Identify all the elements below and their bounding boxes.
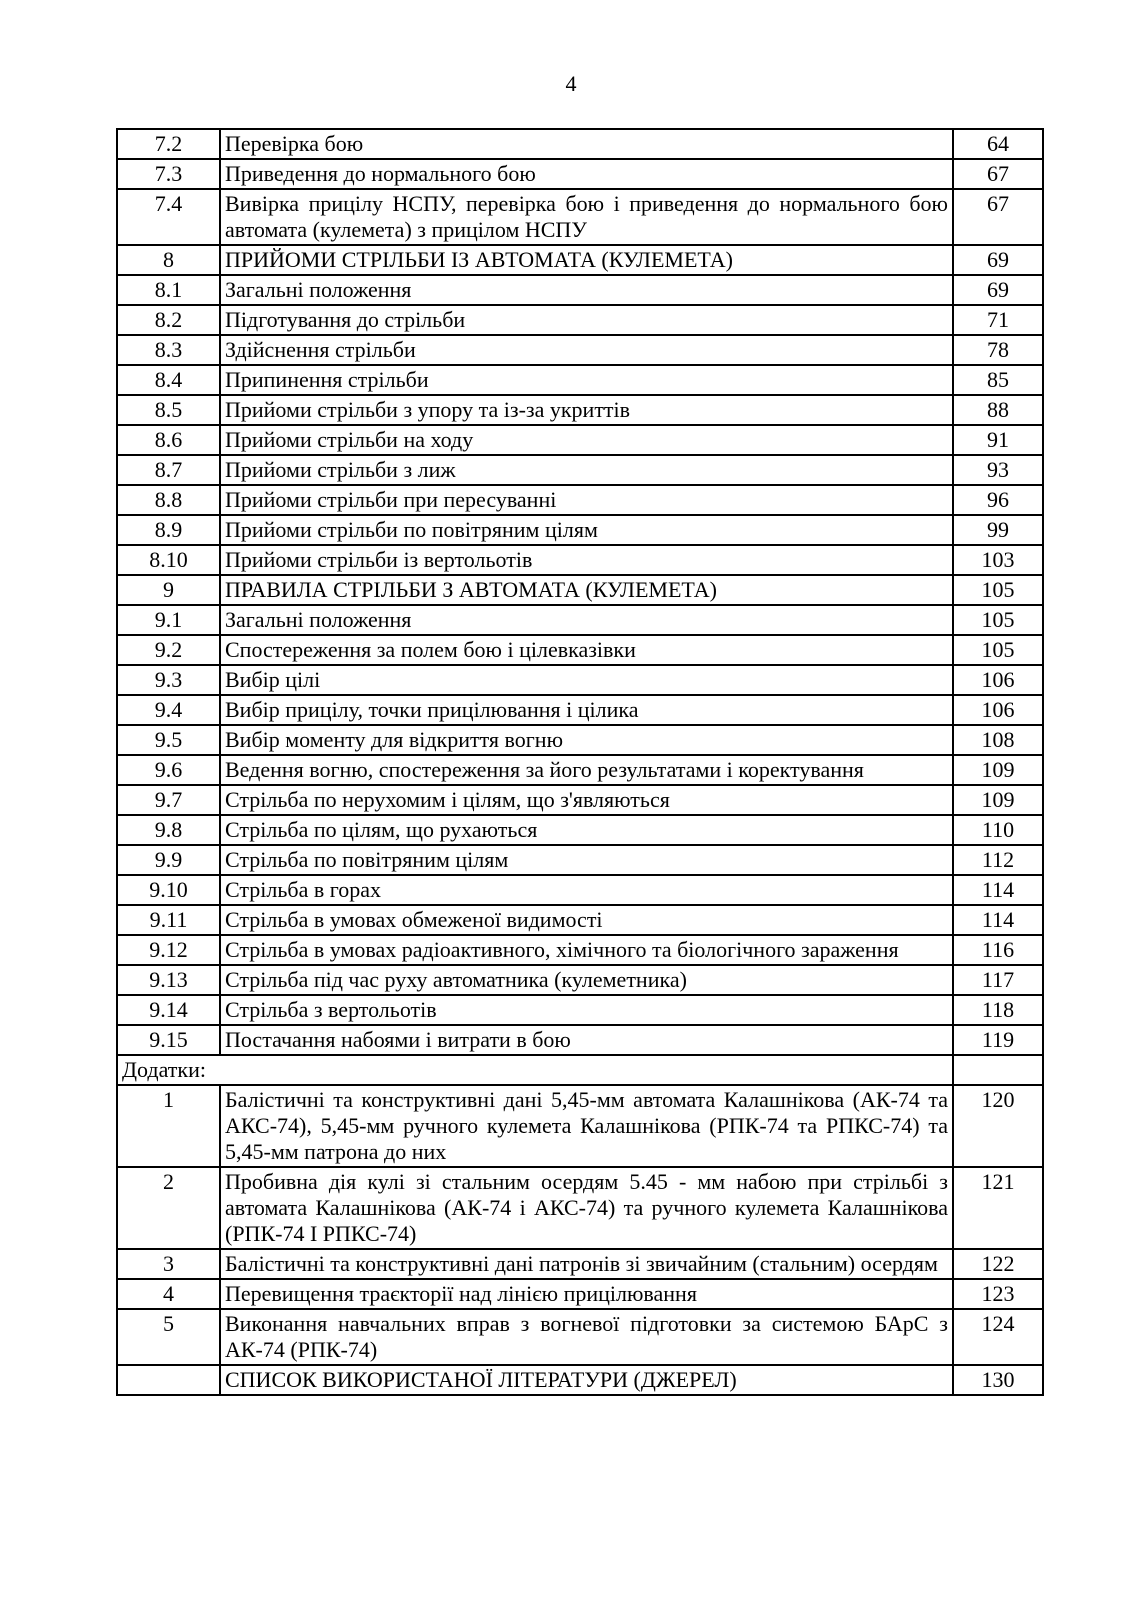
toc-cell-number: 8.2	[117, 305, 220, 335]
toc-row	[117, 845, 1043, 875]
toc-row	[117, 935, 1043, 965]
toc-cell-number: 9.13	[117, 965, 220, 995]
toc-cell-page: 110	[953, 815, 1043, 845]
toc-cell-number: 1	[117, 1085, 220, 1167]
toc-cell-title: Виконання навчальних вправ з вогневої підготовки за системою БАрС з АК-74 (РПК-74)	[220, 1309, 953, 1365]
toc-cell-number: 8.8	[117, 485, 220, 515]
toc-cell-title: Стрільба по цілям, що рухаються	[220, 815, 953, 845]
toc-cell-page: 109	[953, 755, 1043, 785]
toc-cell-page: 112	[953, 845, 1043, 875]
toc-cell-title: Прийоми стрільби із вертольотів	[220, 545, 953, 575]
toc-cell-number: 8.5	[117, 395, 220, 425]
toc-cell-number: 8.1	[117, 275, 220, 305]
toc-cell-title: Прийоми стрільби по повітряним цілям	[220, 515, 953, 545]
toc-row	[117, 395, 1043, 425]
toc-cell-number: 9.6	[117, 755, 220, 785]
toc-cell-page: 106	[953, 695, 1043, 725]
toc-row	[117, 995, 1043, 1025]
toc-cell-title: ПРИЙОМИ СТРІЛЬБИ ІЗ АВТОМАТА (КУЛЕМЕТА)	[220, 245, 953, 275]
page-number: 4	[565, 71, 577, 96]
toc-cell-page: 91	[953, 425, 1043, 455]
toc-cell-number: 9.4	[117, 695, 220, 725]
toc-cell-page: 67	[953, 189, 1043, 245]
toc-cell-page: 93	[953, 455, 1043, 485]
toc-cell-title: СПИСОК ВИКОРИСТАНОЇ ЛІТЕРАТУРИ (ДЖЕРЕЛ)	[220, 1365, 953, 1395]
toc-row	[117, 1279, 1043, 1309]
toc-cell-page: 105	[953, 575, 1043, 605]
toc-cell-page: 106	[953, 665, 1043, 695]
toc-cell-title: Прийоми стрільби при пересуванні	[220, 485, 953, 515]
toc-row	[117, 455, 1043, 485]
toc-row	[117, 575, 1043, 605]
toc-row	[117, 965, 1043, 995]
toc-cell-number: 8.4	[117, 365, 220, 395]
toc-cell-title: Стрільба з вертольотів	[220, 995, 953, 1025]
toc-cell-number: 9.5	[117, 725, 220, 755]
toc-cell-title: Підготування до стрільби	[220, 305, 953, 335]
toc-cell-number: 9.12	[117, 935, 220, 965]
toc-cell-page: 130	[953, 1365, 1043, 1395]
toc-cell-title: Прийоми стрільби з упору та із-за укриттів	[220, 395, 953, 425]
toc-cell-page: 117	[953, 965, 1043, 995]
toc-row	[117, 1085, 1043, 1167]
toc-cell-page: 96	[953, 485, 1043, 515]
toc-cell-number: 8.9	[117, 515, 220, 545]
toc-cell-number: 3	[117, 1249, 220, 1279]
toc-cell-title: Загальні положення	[220, 605, 953, 635]
toc-cell-title: Вибір цілі	[220, 665, 953, 695]
toc-cell-title: Загальні положення	[220, 275, 953, 305]
toc-cell-number: 9.1	[117, 605, 220, 635]
toc-table	[116, 128, 1044, 1396]
toc-cell-number: 7.3	[117, 159, 220, 189]
toc-cell-title: Стрільба під час руху автоматника (кулеметника)	[220, 965, 953, 995]
toc-row	[117, 1365, 1043, 1395]
toc-cell-title: Стрільба в умовах обмеженої видимості	[220, 905, 953, 935]
toc-cell-page: 121	[953, 1167, 1043, 1249]
toc-cell-title: Балістичні та конструктивні дані 5,45-мм автомата Калашнікова (АК-74 та АКС-74), 5,45-мм ручного кулемета Калашнікова (РПК-74 та РПКС-74) та 5,45-мм патрона до них	[220, 1085, 953, 1167]
toc-cell-number: 9.11	[117, 905, 220, 935]
toc-row	[117, 275, 1043, 305]
toc-cell-number	[117, 1365, 220, 1395]
toc-cell-number: 9.10	[117, 875, 220, 905]
toc-cell-page: 71	[953, 305, 1043, 335]
toc-row	[117, 695, 1043, 725]
toc-cell-page: 105	[953, 605, 1043, 635]
toc-cell-title: Припинення стрільби	[220, 365, 953, 395]
toc-cell-title: Стрільба в умовах радіоактивного, хімічного та біологічного зараження	[220, 935, 953, 965]
toc-cell-page: 69	[953, 275, 1043, 305]
toc-cell-title: Пробивна дія кулі зі стальним осердям 5.45 - мм набою при стрільбі з автомата Калашнікова (АК-74 і АКС-74) та ручного кулемета Калашнікова (РПК-74 І РПКС-74)	[220, 1167, 953, 1249]
toc-cell-title: Вивірка прицілу НСПУ, перевірка бою і приведення до нормального бою автомата (кулемета) з прицілом НСПУ	[220, 189, 953, 245]
toc-cell-page: 122	[953, 1249, 1043, 1279]
toc-row	[117, 305, 1043, 335]
toc-cell-number: 8.3	[117, 335, 220, 365]
toc-cell-page: 123	[953, 1279, 1043, 1309]
toc-row	[117, 159, 1043, 189]
toc-row	[117, 1055, 1043, 1085]
toc-cell-title: Постачання набоями і витрати в бою	[220, 1025, 953, 1055]
toc-group-label: Додатки:	[117, 1055, 953, 1085]
toc-row	[117, 665, 1043, 695]
toc-cell-page: 99	[953, 515, 1043, 545]
toc-cell-number: 5	[117, 1309, 220, 1365]
toc-cell-page	[953, 1055, 1043, 1085]
toc-cell-title: Балістичні та конструктивні дані патронів зі звичайним (стальним) осердям	[220, 1249, 953, 1279]
toc-row	[117, 1309, 1043, 1365]
toc-body	[117, 129, 1043, 1395]
toc-cell-page: 114	[953, 905, 1043, 935]
toc-cell-title: Прийоми стрільби на ходу	[220, 425, 953, 455]
toc-cell-page: 85	[953, 365, 1043, 395]
toc-row	[117, 905, 1043, 935]
toc-row	[117, 1167, 1043, 1249]
toc-cell-page: 105	[953, 635, 1043, 665]
toc-cell-title: Стрільба по нерухомим і цілям, що з'являються	[220, 785, 953, 815]
toc-cell-number: 9.15	[117, 1025, 220, 1055]
toc-cell-number: 2	[117, 1167, 220, 1249]
toc-cell-title: Стрільба в горах	[220, 875, 953, 905]
toc-cell-number: 9.9	[117, 845, 220, 875]
toc-row	[117, 245, 1043, 275]
toc-cell-title: Вибір прицілу, точки прицілювання і цілика	[220, 695, 953, 725]
toc-row	[117, 485, 1043, 515]
toc-row	[117, 189, 1043, 245]
toc-cell-page: 69	[953, 245, 1043, 275]
toc-cell-page: 67	[953, 159, 1043, 189]
toc-row	[117, 755, 1043, 785]
toc-cell-title: Перевищення траєкторії над лінією прицілювання	[220, 1279, 953, 1309]
toc-row	[117, 605, 1043, 635]
toc-cell-page: 119	[953, 1025, 1043, 1055]
toc-cell-title: Приведення до нормального бою	[220, 159, 953, 189]
toc-row	[117, 515, 1043, 545]
toc-cell-page: 124	[953, 1309, 1043, 1365]
toc-cell-page: 103	[953, 545, 1043, 575]
toc-row	[117, 425, 1043, 455]
toc-row	[117, 335, 1043, 365]
toc-cell-title: Здійснення стрільби	[220, 335, 953, 365]
toc-cell-number: 9.2	[117, 635, 220, 665]
toc-cell-page: 78	[953, 335, 1043, 365]
toc-cell-title: Прийоми стрільби з лиж	[220, 455, 953, 485]
toc-cell-number: 4	[117, 1279, 220, 1309]
toc-row	[117, 785, 1043, 815]
toc-row	[117, 635, 1043, 665]
toc-row	[117, 545, 1043, 575]
toc-cell-title: Стрільба по повітряним цілям	[220, 845, 953, 875]
toc-cell-number: 9.7	[117, 785, 220, 815]
toc-row	[117, 725, 1043, 755]
toc-cell-number: 9.14	[117, 995, 220, 1025]
toc-cell-title: Перевірка бою	[220, 129, 953, 159]
toc-cell-number: 8	[117, 245, 220, 275]
toc-cell-number: 8.10	[117, 545, 220, 575]
toc-cell-number: 9.8	[117, 815, 220, 845]
toc-cell-page: 108	[953, 725, 1043, 755]
toc-cell-page: 116	[953, 935, 1043, 965]
toc-cell-number: 8.7	[117, 455, 220, 485]
toc-cell-number: 7.2	[117, 129, 220, 159]
toc-cell-page: 109	[953, 785, 1043, 815]
toc-cell-page: 120	[953, 1085, 1043, 1167]
toc-cell-number: 8.6	[117, 425, 220, 455]
toc-row	[117, 875, 1043, 905]
toc-cell-title: Спостереження за полем бою і цілевказівки	[220, 635, 953, 665]
toc-cell-number: 9.3	[117, 665, 220, 695]
toc-row	[117, 365, 1043, 395]
toc-cell-title: ПРАВИЛА СТРІЛЬБИ З АВТОМАТА (КУЛЕМЕТА)	[220, 575, 953, 605]
toc-cell-page: 118	[953, 995, 1043, 1025]
toc-row	[117, 129, 1043, 159]
toc-cell-number: 7.4	[117, 189, 220, 245]
toc-cell-number: 9	[117, 575, 220, 605]
toc-row	[117, 1025, 1043, 1055]
toc-row	[117, 1249, 1043, 1279]
toc-cell-title: Ведення вогню, спостереження за його результатами і коректування	[220, 755, 953, 785]
toc-cell-title: Вибір моменту для відкриття вогню	[220, 725, 953, 755]
toc-row	[117, 815, 1043, 845]
toc-cell-page: 64	[953, 129, 1043, 159]
toc-cell-page: 114	[953, 875, 1043, 905]
toc-cell-page: 88	[953, 395, 1043, 425]
